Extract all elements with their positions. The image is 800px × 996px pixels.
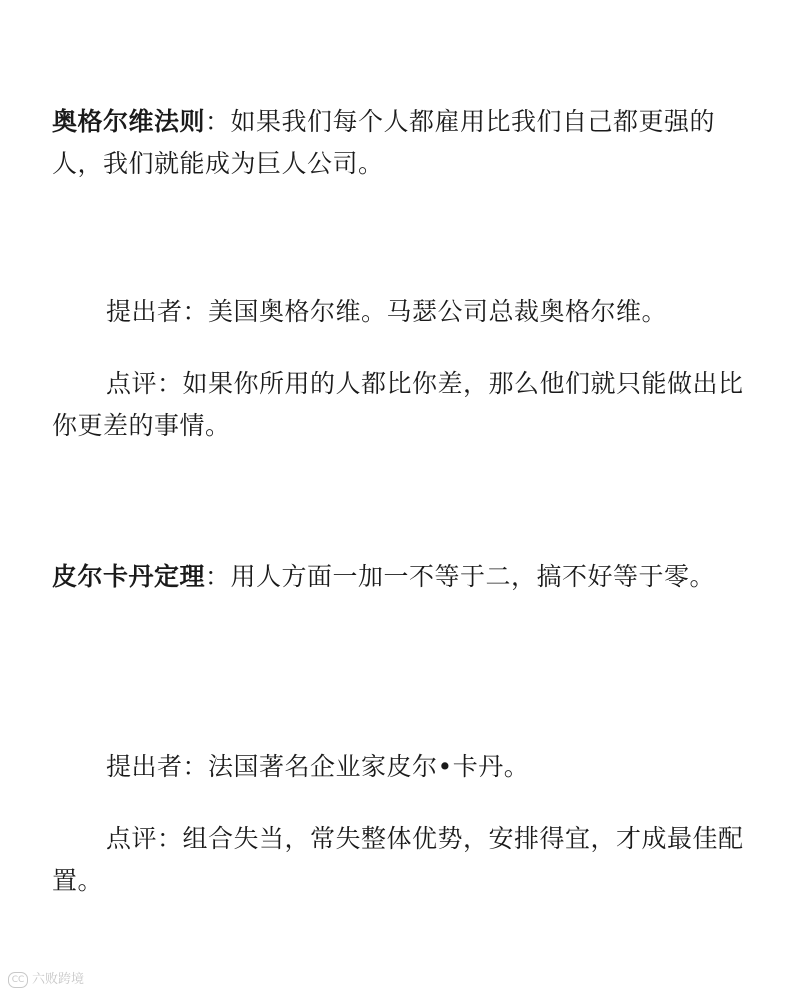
watermark-text: 六败跨境 <box>32 972 85 987</box>
law-1-definition <box>52 101 752 185</box>
law-2-comment: 点评：组合失当，常失整体优势，安排得宜，才成最佳配置。 <box>52 824 744 895</box>
law-2-definition-text: ：用人方面一加一不等于二，搞不好等于零。 <box>205 562 716 591</box>
law-2-term: 皮尔卡丹定理 <box>52 562 206 591</box>
law-1-term: 奥格尔维法则 <box>52 107 206 136</box>
law-1-comment: 点评：如果你所用的人都比你差，那么他们就只能做出比你更差的事情。 <box>52 369 744 440</box>
law-1-proposer: 提出者：美国奥格尔维。马瑟公司总裁奥格尔维。 <box>106 297 668 326</box>
watermark <box>8 972 84 988</box>
law-1-definition-text: ：如果我们每个人都雇用比我们自己都更强的人，我们就能成为巨人公司。 <box>52 107 716 178</box>
law-2-definition <box>52 556 752 598</box>
law-2-proposer: 提出者：法国著名企业家皮尔•卡丹。 <box>106 752 530 781</box>
watermark-logo-icon: CC <box>8 972 28 988</box>
